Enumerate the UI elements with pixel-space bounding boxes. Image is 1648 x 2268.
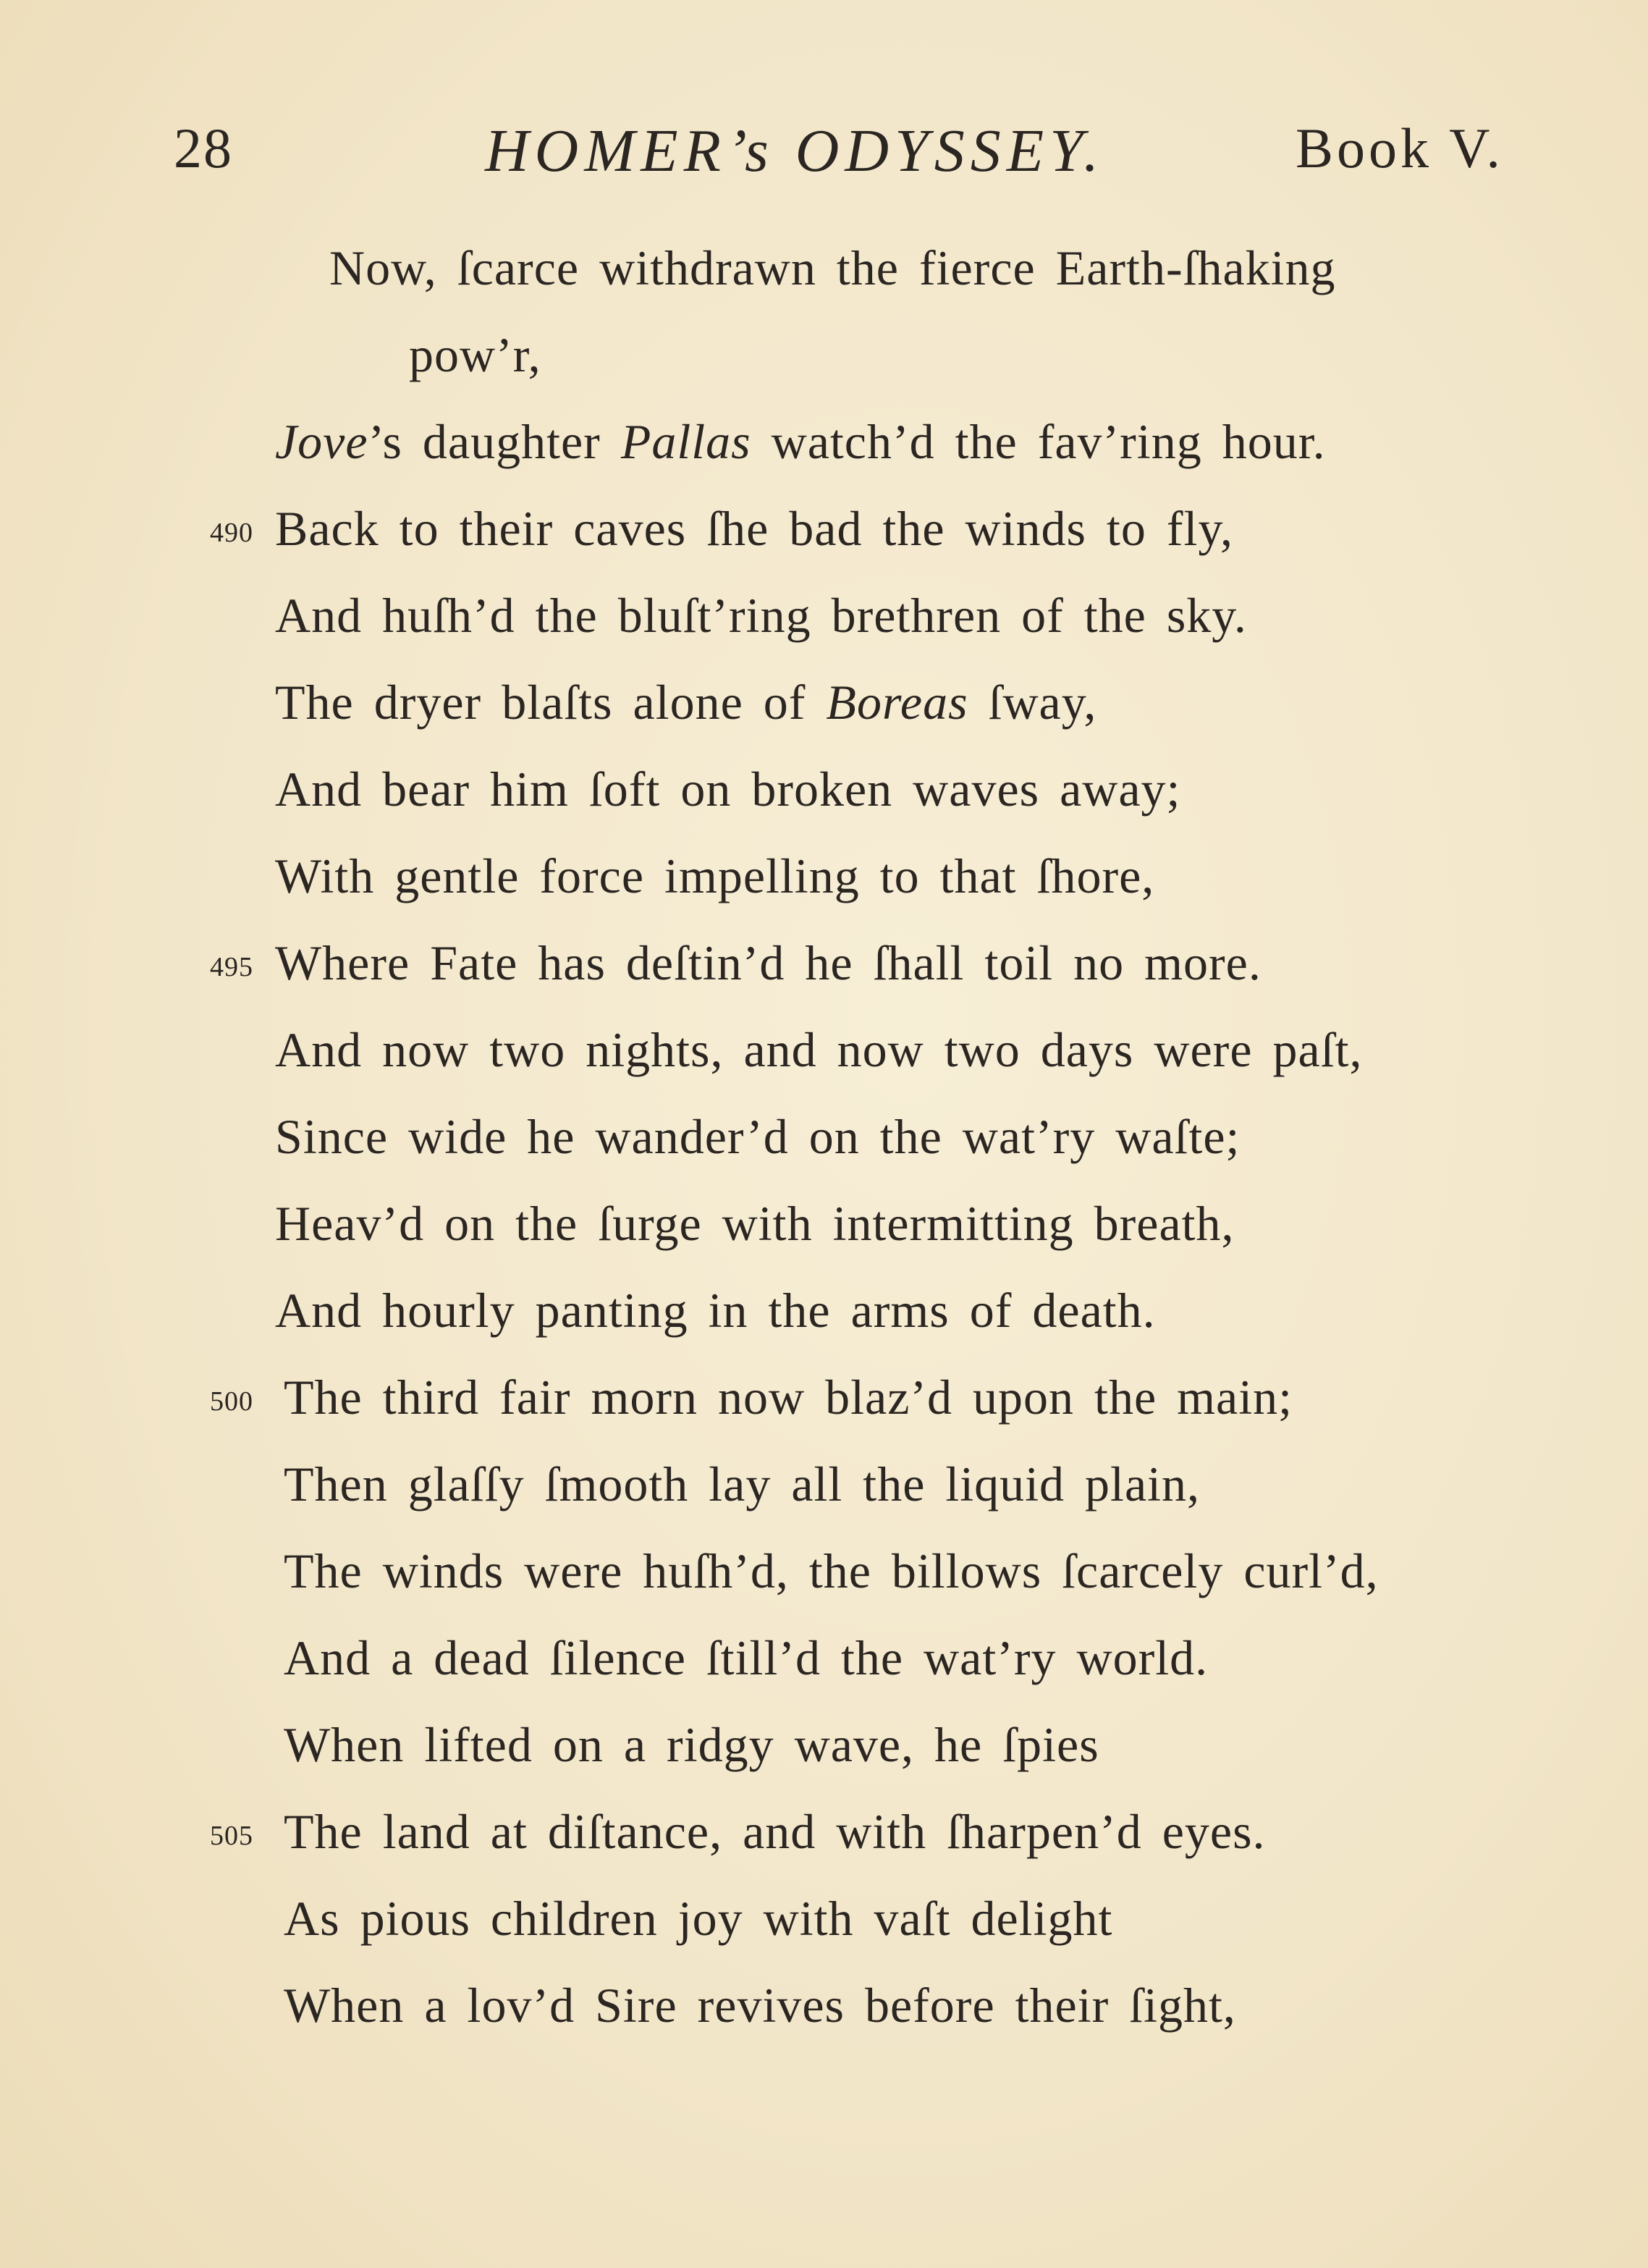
page-number: 28 — [174, 117, 233, 180]
verse-text-segment: ſway, — [968, 675, 1097, 730]
verse-line — [0, 398, 1648, 485]
verse-line — [0, 1354, 1648, 1441]
verse-line — [0, 1093, 1648, 1180]
verse-line — [0, 485, 1648, 572]
verse-line — [0, 1441, 1648, 1527]
verse-line — [0, 1267, 1648, 1354]
verse-line — [0, 1180, 1648, 1267]
verse-text-segment: The dryer blaſts alone of — [275, 675, 827, 730]
verse-line — [0, 311, 1648, 398]
verse-text-segment: ’s daughter — [368, 414, 621, 469]
verse-line — [0, 1527, 1648, 1614]
verse-text: pow’r, — [409, 327, 541, 382]
verse-text: With gentle force impelling to that ſhore, — [275, 848, 1155, 903]
verse-text: Back to their caves ſhe bad the winds to fly, — [275, 501, 1234, 556]
verse-line — [0, 746, 1648, 832]
verse-line — [0, 1006, 1648, 1093]
verse-line — [0, 1788, 1648, 1875]
verse-text: And now two nights, and now two days were paſt, — [275, 1022, 1363, 1077]
verse-text: And bear him ſoft on broken waves away; — [275, 762, 1181, 817]
verse-text: Where Fate has deſtin’d he ſhall toil no more. — [275, 935, 1262, 990]
verse-line — [0, 572, 1648, 659]
line-number: 505 — [210, 1821, 253, 1851]
verse-text: Since wide he wander’d on the wat’ry waſte; — [275, 1109, 1241, 1164]
line-number: 490 — [210, 518, 253, 548]
verse-text: Now, ſcarce withdrawn the fierce Earth-ſhaking — [329, 240, 1336, 295]
line-number: 500 — [210, 1386, 253, 1417]
verse-line — [0, 659, 1648, 746]
verse-line — [0, 1614, 1648, 1701]
verse-text: And huſh’d the bluſt’ring brethren of the sky. — [275, 588, 1247, 643]
line-number: 495 — [210, 952, 253, 982]
verse-text: Then glaſſy ſmooth lay all the liquid plain, — [284, 1457, 1201, 1512]
verse-text: The winds were huſh’d, the billows ſcarcely curl’d, — [284, 1543, 1379, 1598]
verse-text: When a lov’d Sire revives before their ſight, — [284, 1978, 1236, 2033]
verse-text: The land at diſtance, and with ſharpen’d eyes. — [284, 1804, 1266, 1859]
verse-text: When lifted on a ridgy wave, he ſpies — [284, 1717, 1099, 1772]
poem-text — [0, 224, 1648, 2049]
verse-text: The third fair morn now blaz’d upon the main; — [284, 1370, 1293, 1425]
verse-text — [275, 659, 1096, 746]
verse-line — [0, 1962, 1648, 2049]
verse-line — [0, 224, 1648, 311]
verse-text: As pious children joy with vaſt delight — [284, 1891, 1113, 1946]
running-header — [0, 109, 1648, 195]
verse-text: And a dead ſilence ſtill’d the wat’ry world. — [284, 1630, 1209, 1685]
name-pallas: Pallas — [620, 414, 751, 469]
running-title: HOMER’s ODYSSEY. — [485, 117, 1105, 185]
name-jove: Jove — [275, 414, 368, 469]
verse-text: And hourly panting in the arms of death. — [275, 1283, 1156, 1338]
name-boreas: Boreas — [826, 675, 968, 730]
verse-line — [0, 919, 1648, 1006]
verse-line — [0, 832, 1648, 919]
verse-line — [0, 1701, 1648, 1788]
verse-text: Heav’d on the ſurge with intermitting breath, — [275, 1196, 1235, 1251]
verse-line — [0, 1875, 1648, 1962]
book-label: Book V. — [1296, 117, 1504, 180]
verse-text — [275, 398, 1326, 485]
verse-text-segment: watch’d the fav’ring hour. — [751, 414, 1326, 469]
